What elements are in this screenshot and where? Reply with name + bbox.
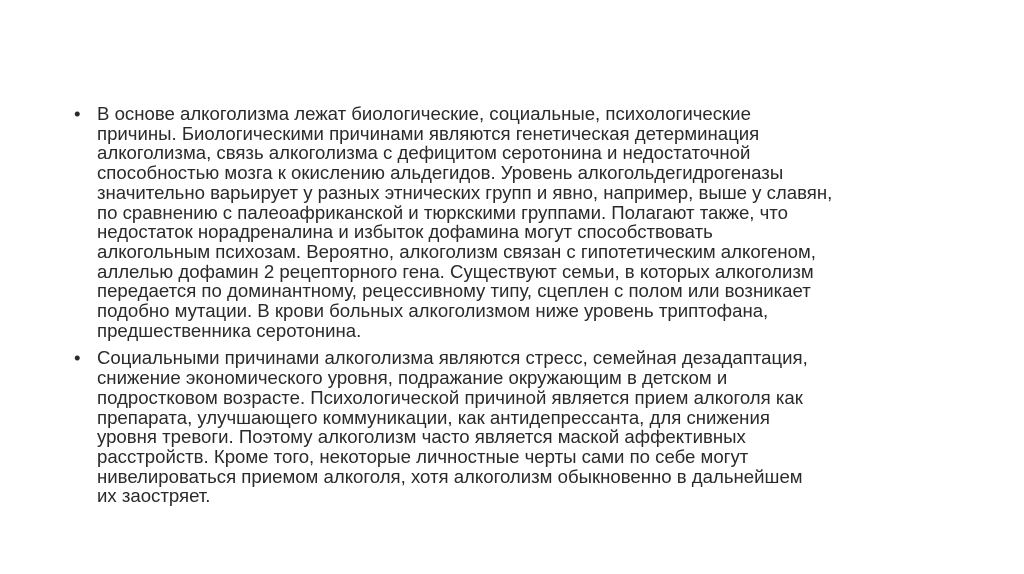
paragraph-2 bbox=[97, 348, 944, 506]
paragraph-line: подобно мутации. В крови больных алкоголизмом ниже уровень триптофана, bbox=[97, 300, 769, 322]
paragraph-line: способностью мозга к окислению альдегидов. Уровень алкогольдегидрогеназы bbox=[97, 162, 784, 184]
paragraph-line: передается по доминантному, рецессивному типу, сцеплен с полом или возникает bbox=[97, 280, 811, 302]
bullet-item-2 bbox=[74, 348, 944, 506]
bullet-icon: • bbox=[74, 347, 81, 369]
paragraph-line: алкоголизма, связь алкоголизма с дефицитом серотонина и недостаточной bbox=[97, 142, 751, 164]
paragraph-line: по сравнению с палеоафриканской и тюркскими группами. Полагают также, что bbox=[97, 201, 788, 223]
paragraph-line: предшественника серотонина. bbox=[97, 319, 362, 341]
paragraph-line: В основе алкоголизма лежат биологические, социальные, психологические bbox=[97, 103, 751, 124]
paragraph-1 bbox=[97, 104, 944, 340]
paragraph-line: нивелироваться приемом алкоголя, хотя алкоголизм обыкновенно в дальнейшем bbox=[97, 465, 803, 487]
paragraph-line: Социальными причинами алкоголизма являются стресс, семейная дезадаптация, bbox=[97, 347, 808, 369]
paragraph-line: уровня тревоги. Поэтому алкоголизм часто является маской аффективных bbox=[97, 426, 746, 448]
paragraph-line: недостаток норадреналина и избыток дофамина могут способствовать bbox=[97, 221, 713, 243]
paragraph-line: подростковом возрасте. Психологической причиной является прием алкоголя как bbox=[97, 386, 803, 408]
paragraph-line: аллелью дофамин 2 рецепторного гена. Существуют семьи, в которых алкоголизм bbox=[97, 260, 814, 282]
bullet-item-1 bbox=[74, 104, 944, 340]
paragraph-line: снижение экономического уровня, подражание окружающим в детском и bbox=[97, 367, 728, 389]
paragraph-line: расстройств. Кроме того, некоторые личностные черты сами по себе могут bbox=[97, 445, 749, 467]
bullet-icon: • bbox=[74, 103, 81, 124]
paragraph-line: алкогольным психозам. Вероятно, алкоголизм связан с гипотетическим алкогеном, bbox=[97, 240, 816, 262]
bullet-list bbox=[74, 104, 944, 514]
paragraph-line: препарата, улучшающего коммуникации, как антидепрессанта, для снижения bbox=[97, 406, 770, 428]
paragraph-line: причины. Биологическими причинами являются генетическая детерминация bbox=[97, 122, 760, 144]
paragraph-line: их заостряет. bbox=[97, 485, 211, 507]
paragraph-line: значительно варьирует у разных этнических групп и явно, например, выше у славян, bbox=[97, 181, 833, 203]
